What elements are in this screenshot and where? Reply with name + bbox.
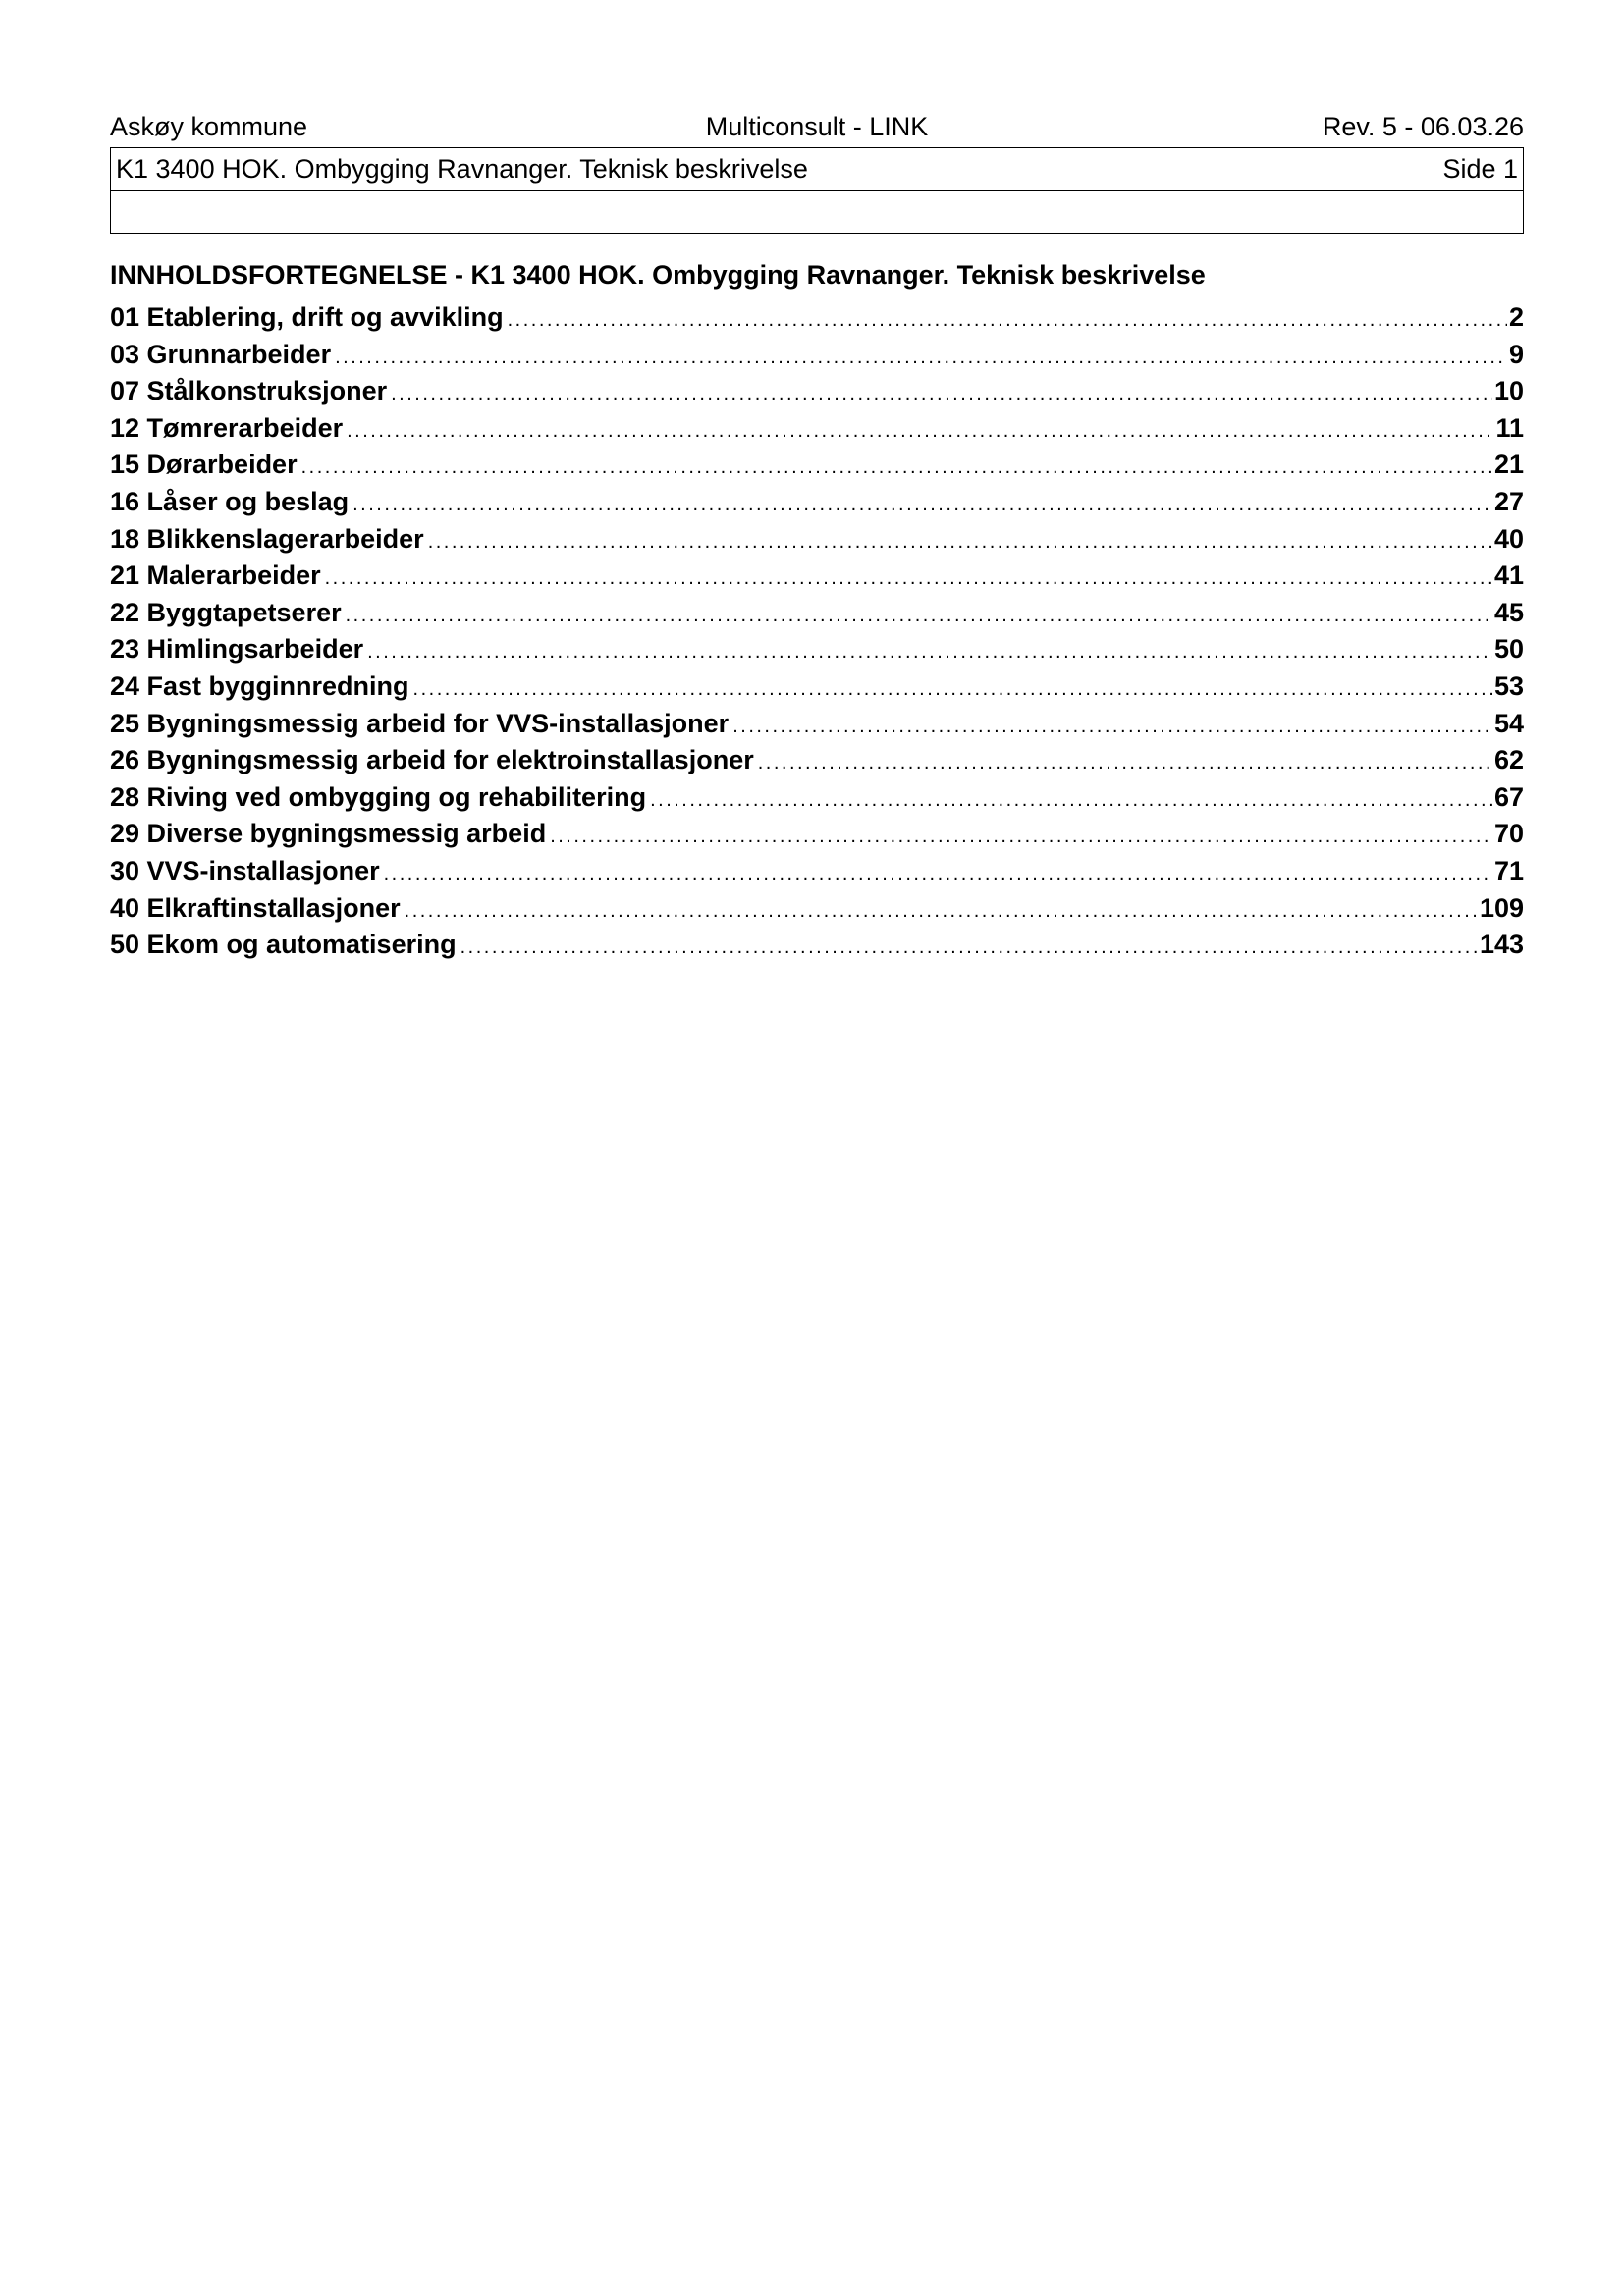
empty-header-row — [111, 190, 1523, 233]
table-of-contents — [110, 302, 1524, 967]
dot-leader — [384, 863, 1492, 885]
toc-item[interactable] — [110, 340, 1524, 377]
dot-leader — [508, 309, 1507, 332]
toc-item-label: 24 Fast bygginnredning — [110, 670, 409, 701]
document-header-box — [110, 147, 1524, 234]
dot-leader — [335, 347, 1507, 369]
toc-item-label: 25 Bygningsmessig arbeid for VVS-installasjoner — [110, 708, 730, 738]
toc-item-page: 27 — [1493, 486, 1524, 516]
toc-item-page: 53 — [1493, 670, 1524, 701]
toc-item[interactable] — [110, 413, 1524, 451]
dot-leader — [413, 678, 1492, 701]
document-title: K1 3400 HOK. Ombygging Ravnanger. Teknisk beskrivelse — [116, 154, 808, 184]
dot-leader — [428, 531, 1492, 554]
organization-name: Askøy kommune — [110, 112, 308, 141]
toc-item[interactable] — [110, 893, 1524, 931]
dot-leader — [325, 567, 1492, 590]
toc-item-page: 10 — [1493, 376, 1524, 406]
revision-info: Rev. 5 - 06.03.26 — [1322, 112, 1524, 141]
toc-item-page: 40 — [1493, 523, 1524, 554]
toc-item-label: 30 VVS-installasjoner — [110, 855, 380, 885]
dot-leader — [367, 641, 1492, 664]
toc-item[interactable] — [110, 524, 1524, 561]
toc-item[interactable] — [110, 561, 1524, 598]
toc-item[interactable] — [110, 671, 1524, 709]
toc-item[interactable] — [110, 302, 1524, 340]
toc-item-page: 9 — [1508, 339, 1524, 369]
toc-title: INNHOLDSFORTEGNELSE - K1 3400 HOK. Ombygging Ravnanger. Teknisk beskrivelse — [110, 260, 1206, 290]
toc-item-page: 45 — [1493, 597, 1524, 627]
dot-leader — [391, 383, 1492, 405]
dot-leader — [301, 456, 1492, 479]
toc-item-page: 109 — [1479, 892, 1524, 923]
toc-item-label: 03 Grunnarbeider — [110, 339, 332, 369]
toc-item-label: 12 Tømrerarbeider — [110, 412, 344, 443]
dot-leader — [347, 420, 1493, 443]
dot-leader — [460, 936, 1478, 959]
toc-item[interactable] — [110, 930, 1524, 967]
toc-item[interactable] — [110, 634, 1524, 671]
toc-item[interactable] — [110, 450, 1524, 487]
toc-item[interactable] — [110, 782, 1524, 820]
toc-item-label: 15 Dørarbeider — [110, 450, 298, 480]
toc-item-label: 29 Diverse bygningsmessig arbeid — [110, 819, 547, 849]
dot-leader — [732, 716, 1492, 738]
toc-item[interactable] — [110, 598, 1524, 635]
toc-item-label: 28 Riving ved ombygging og rehabilitering — [110, 781, 647, 812]
toc-item[interactable] — [110, 376, 1524, 413]
toc-item-label: 01 Etablering, drift og avvikling — [110, 302, 504, 332]
toc-item-label: 21 Malerarbeider — [110, 561, 321, 591]
toc-item-page: 2 — [1508, 302, 1524, 332]
toc-item-page: 71 — [1493, 855, 1524, 885]
dot-leader — [758, 752, 1492, 774]
toc-item[interactable] — [110, 745, 1524, 782]
dot-leader — [550, 826, 1492, 848]
toc-item-label: 18 Blikkenslagerarbeider — [110, 523, 424, 554]
toc-item-label: 07 Stålkonstruksjoner — [110, 376, 388, 406]
document-title-row — [111, 148, 1523, 190]
toc-item-page: 11 — [1495, 412, 1524, 443]
toc-item[interactable] — [110, 819, 1524, 856]
toc-item-page: 50 — [1493, 634, 1524, 665]
toc-item-label: 22 Byggtapetserer — [110, 597, 342, 627]
page-label: Side 1 — [1442, 154, 1518, 184]
toc-item-label: 26 Bygningsmessig arbeid for elektroinstallasjoner — [110, 745, 754, 775]
dot-leader — [352, 494, 1492, 516]
company-name: Multiconsult - LINK — [705, 112, 929, 141]
dot-leader — [405, 900, 1478, 923]
dot-leader — [650, 789, 1492, 812]
toc-item-page: 41 — [1493, 561, 1524, 591]
toc-item-page: 21 — [1493, 450, 1524, 480]
toc-item-page: 143 — [1479, 930, 1524, 960]
document-page — [110, 108, 1524, 967]
toc-item[interactable] — [110, 709, 1524, 746]
toc-item[interactable] — [110, 856, 1524, 893]
toc-item-page: 62 — [1493, 745, 1524, 775]
toc-item-label: 23 Himlingsarbeider — [110, 634, 364, 665]
toc-item-page: 54 — [1493, 708, 1524, 738]
dot-leader — [346, 605, 1492, 627]
toc-item[interactable] — [110, 487, 1524, 524]
toc-item-page: 70 — [1493, 819, 1524, 849]
toc-item-label: 40 Elkraftinstallasjoner — [110, 892, 401, 923]
running-header — [110, 108, 1524, 145]
toc-item-label: 50 Ekom og automatisering — [110, 930, 457, 960]
toc-item-page: 67 — [1493, 781, 1524, 812]
toc-item-label: 16 Låser og beslag — [110, 486, 350, 516]
